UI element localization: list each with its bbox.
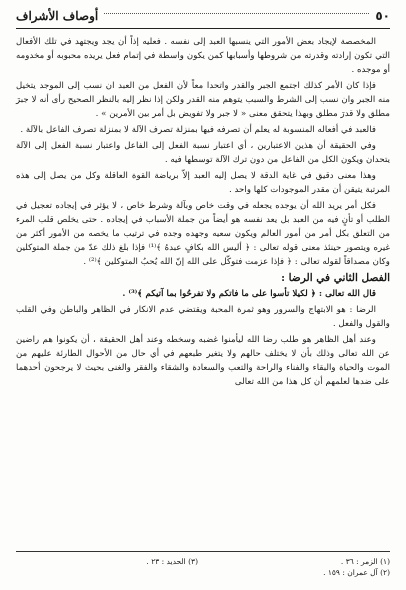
footnotes xyxy=(16,551,390,578)
footnote: (١) الزمر : ٣٦ . xyxy=(340,557,390,566)
footnote: (٣) الحديد : ٢٣ . xyxy=(146,557,198,566)
paragraph: وفي الحقيقة أن هذين الاعتبارين ، أي اعتبار نسبة الفعل إلى الفاعل واعتبار نسبة الفعل إلى الآلة يتحدان ويكون الكل من الفاعل من دون ترك الآلة توسطها فيه . xyxy=(16,141,390,165)
quran-verse: قال الله تعالى : ﴿ لكيلا تأسوا على ما فاتكم ولا تفرحُوا بما آتيكم ﴾⁽³⁾ . xyxy=(122,289,376,299)
section-title: الفصل الثاني في الرضا : xyxy=(281,272,390,284)
running-title: أوصاف الأشراف xyxy=(16,9,99,23)
paragraph: المخصصة لإيجاد بعض الأمور التي ينسبها العبد إلى نفسه . فعليه إذاً أن يجد ويجتهد في تلك الأفعال التي تكون إرادته وقدرته من شروطها وأسبابها كمن يكون واسطة في إتمام فعل يريده محبوبه أو مخدومه أو موجده . xyxy=(16,37,390,75)
paragraph: الرضا : هو الابتهاج والسرور وهو ثمرة المحبة ويقتضي عدم الانكار في الظاهر والباطن وفي القلب والقول والفعل . xyxy=(16,305,390,329)
page-body xyxy=(16,35,390,389)
page-header xyxy=(16,6,390,29)
paragraph: وهذا معنى دقيق في غاية الدقة لا يصل إليه العبد إلاّ برياضة القوة العاقلة وكل من يصل إلى هذه المرتبة يتيقن أن مقدر الموجودات كلها واحد . xyxy=(16,171,390,195)
paragraph: فإذا كان الأمر كذلك اجتمع الجبر والقدر واتحدا معاً لأن الفعل من العبد ان نسب إلى الموجد يتخيل منه الجبر وان نسب إلى الشرط والسبب يتوهم منه القدر ولكن إذا نظر إليه بالنظر الصحيح رأى أنه لا جبرَ مطلق ولا قدرَ مطلق وبهذا يتحقق معنى « لا جبر ولا تفويض بل أمر بين الأمرين » . xyxy=(16,81,390,119)
page-number: ٥٠ xyxy=(375,9,390,23)
header-dotted-rule xyxy=(104,13,369,14)
paragraph: فالعبد في أفعاله المنسوبة له يعلم أن تصرفه فيها بمنزلة تصرف الآلة لا بمنزلة تصرف الفاعل بالآلة . xyxy=(20,125,376,135)
footnote-spacer xyxy=(16,567,198,578)
paragraph: وعند أهل الظاهر هو طلب رضا الله ليأمنوا غضبه وسخطه وعند أهل الحقيقة ، أن يكونوا هم راضين عن الله تعالى وذلك بأن لا يختلف حالهم ولا يتغير طبعهم في أي حال من الأحوال الطارئة عليهم من الموت والحياة والبقاء والفناء والراحة والتعب والسعادة والشقاء والفقر والغنى بحيث لا يرجحون أحدهما على ضدها لعلمهم أن كل هذا من الله تعالى xyxy=(16,335,390,387)
paragraph: فكل أمر يريد الله أن يوجده يجعله في وقت خاص وبآلة وشرط خاص ، لا يؤثر في إيجاده تعجيل في الطلب أو تأنٍ فيه من العبد بل يعد نفسه هو أيضاً من جملة الأسباب في إيجاده . حتى يخلص قلب المرء من التعلق بكل أمر من أمور العالم ويكون سعيه وجهده وجده في ترتيب ما يخصه من الأمور أكثر من غيره ويتصور حينئذ معنى قوله تعالى : ﴿ أليس الله بكافٍ عبدهُ ﴾⁽¹⁾ فإذا بلغ ذلك عدّ من جملة المتوكلين وكان مصداقاً لقوله تعالى : ﴿ فإذا عزمت فتوكّل على الله إنّ الله يُحبُ المتوكلين ﴾⁽²⁾ . xyxy=(16,201,390,267)
footnote: (٢) آل عمران : ١٥٩ . xyxy=(323,568,390,577)
